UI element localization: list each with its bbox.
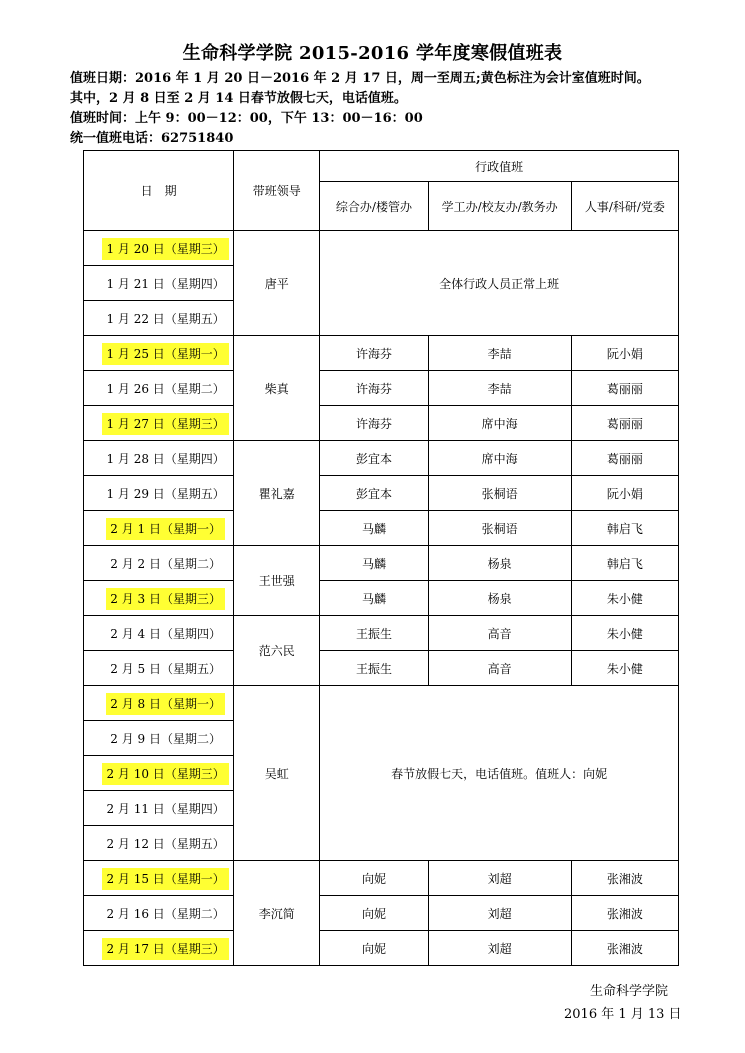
holiday-note-text: 其中，2 月 8 日至 2 月 14 日春节放假七天，电话值班。	[70, 91, 407, 106]
date-cell	[84, 861, 234, 896]
date-cell	[84, 616, 234, 651]
duty-person-col-b: 刘超	[428, 861, 571, 896]
page-title: 生命科学学院 2015-2016 学年度寒假值班表	[182, 43, 563, 64]
leader-cell: 李沉简	[234, 861, 320, 966]
date-cell	[84, 546, 234, 581]
date-cell	[84, 686, 234, 721]
duty-schedule-table	[83, 150, 679, 966]
duty-table-body	[84, 231, 679, 966]
duty-person-col-b: 刘超	[428, 931, 571, 966]
duty-person-col-c: 葛丽丽	[571, 441, 678, 476]
leader-cell: 范六民	[234, 616, 320, 686]
date-cell	[84, 756, 234, 791]
date-label: 1 月 21 日（星期四）	[106, 276, 225, 291]
date-cell	[84, 301, 234, 336]
header-date: 日 期	[84, 151, 234, 231]
duty-person-col-a: 马麟	[320, 546, 428, 581]
header-col-student-affairs: 学工办/校友办/教务办	[428, 182, 571, 231]
duty-person-col-c: 朱小健	[571, 581, 678, 616]
table-row	[84, 686, 679, 721]
leader-cell: 柴真	[234, 336, 320, 441]
date-cell	[84, 511, 234, 546]
highlighted-date-label: 2 月 1 日（星期一）	[106, 518, 225, 540]
highlighted-date-label: 1 月 20 日（星期三）	[102, 238, 228, 260]
duty-person-col-a: 王振生	[320, 616, 428, 651]
merged-duty-note: 全体行政人员正常上班	[320, 231, 679, 336]
table-row	[84, 546, 679, 581]
date-label: 2 月 12 日（星期五）	[106, 836, 225, 851]
date-label: 1 月 28 日（星期四）	[106, 451, 225, 466]
table-row	[84, 651, 679, 686]
header-col-personnel: 人事/科研/党委	[571, 182, 678, 231]
date-label: 2 月 4 日（星期四）	[110, 626, 221, 641]
date-cell	[84, 896, 234, 931]
table-row	[84, 581, 679, 616]
header-admin-duty: 行政值班	[320, 151, 679, 182]
highlighted-date-label: 2 月 8 日（星期一）	[106, 693, 225, 715]
highlighted-date-label: 2 月 15 日（星期一）	[102, 868, 228, 890]
header-col-general-office: 综合办/楼管办	[320, 182, 428, 231]
date-label: 2 月 11 日（星期四）	[106, 801, 225, 816]
duty-person-col-a: 王振生	[320, 651, 428, 686]
duty-person-col-a: 许海芬	[320, 371, 428, 406]
duty-person-col-b: 刘超	[428, 896, 571, 931]
date-cell	[84, 721, 234, 756]
duty-person-col-a: 向妮	[320, 931, 428, 966]
signature-date: 2016 年 1 月 13 日	[564, 1007, 682, 1022]
table-row	[84, 441, 679, 476]
duty-person-col-b: 杨泉	[428, 581, 571, 616]
duty-person-col-c: 韩启飞	[571, 546, 678, 581]
duty-person-col-a: 向妮	[320, 861, 428, 896]
table-row	[84, 476, 679, 511]
table-row	[84, 511, 679, 546]
duty-person-col-b: 席中海	[428, 441, 571, 476]
duty-dates-text: 值班日期：2016 年 1 月 20 日－2016 年 2 月 17 日，周一至周五;黄色标注为会计室值班时间。	[70, 71, 650, 86]
date-label: 1 月 29 日（星期五）	[106, 486, 225, 501]
table-row	[84, 371, 679, 406]
duty-person-col-c: 阮小娟	[571, 476, 678, 511]
date-cell	[84, 441, 234, 476]
duty-person-col-b: 高音	[428, 651, 571, 686]
duty-hours-text: 值班时间：上午 9：00－12：00，下午 13：00－16：00	[70, 111, 423, 126]
duty-person-col-b: 张桐语	[428, 476, 571, 511]
date-cell	[84, 406, 234, 441]
highlighted-date-label: 1 月 27 日（星期三）	[102, 413, 228, 435]
date-label: 2 月 2 日（星期二）	[110, 556, 221, 571]
date-cell	[84, 336, 234, 371]
duty-person-col-b: 李喆	[428, 371, 571, 406]
duty-person-col-b: 席中海	[428, 406, 571, 441]
duty-person-col-b: 高音	[428, 616, 571, 651]
table-row	[84, 406, 679, 441]
duty-person-col-c: 韩启飞	[571, 511, 678, 546]
highlighted-date-label: 2 月 10 日（星期三）	[102, 763, 228, 785]
duty-phone-text: 统一值班电话：62751840	[70, 131, 234, 146]
duty-person-col-c: 葛丽丽	[571, 406, 678, 441]
date-cell	[84, 371, 234, 406]
duty-person-col-a: 许海芬	[320, 336, 428, 371]
duty-person-col-c: 朱小健	[571, 651, 678, 686]
highlighted-date-label: 2 月 3 日（星期三）	[106, 588, 225, 610]
duty-person-col-a: 马麟	[320, 581, 428, 616]
date-label: 2 月 9 日（星期二）	[110, 731, 221, 746]
date-cell	[84, 826, 234, 861]
highlighted-date-label: 2 月 17 日（星期三）	[102, 938, 228, 960]
duty-person-col-a: 彭宜本	[320, 441, 428, 476]
table-row	[84, 231, 679, 266]
date-cell	[84, 266, 234, 301]
date-label: 1 月 26 日（星期二）	[106, 381, 225, 396]
signature-org: 生命科学学院	[590, 984, 669, 999]
duty-person-col-b: 杨泉	[428, 546, 571, 581]
date-label: 2 月 5 日（星期五）	[110, 661, 221, 676]
date-cell	[84, 231, 234, 266]
duty-person-col-a: 许海芬	[320, 406, 428, 441]
duty-person-col-a: 彭宜本	[320, 476, 428, 511]
merged-duty-note: 春节放假七天，电话值班。值班人：向妮	[320, 686, 679, 861]
leader-cell: 吴虹	[234, 686, 320, 861]
highlighted-date-label: 1 月 25 日（星期一）	[102, 343, 228, 365]
date-cell	[84, 651, 234, 686]
table-row	[84, 616, 679, 651]
leader-cell: 瞿礼嘉	[234, 441, 320, 546]
duty-person-col-b: 李喆	[428, 336, 571, 371]
table-row	[84, 336, 679, 371]
date-cell	[84, 791, 234, 826]
duty-person-col-b: 张桐语	[428, 511, 571, 546]
date-label: 1 月 22 日（星期五）	[106, 311, 225, 326]
duty-person-col-c: 张湘波	[571, 861, 678, 896]
header-leader: 带班领导	[234, 151, 320, 231]
date-label: 2 月 16 日（星期二）	[106, 906, 225, 921]
duty-person-col-c: 朱小健	[571, 616, 678, 651]
leader-cell: 王世强	[234, 546, 320, 616]
date-cell	[84, 581, 234, 616]
date-cell	[84, 931, 234, 966]
table-row	[84, 931, 679, 966]
table-row	[84, 861, 679, 896]
duty-person-col-a: 马麟	[320, 511, 428, 546]
leader-cell: 唐平	[234, 231, 320, 336]
duty-person-col-c: 葛丽丽	[571, 371, 678, 406]
duty-person-col-c: 阮小娟	[571, 336, 678, 371]
table-row	[84, 896, 679, 931]
duty-person-col-c: 张湘波	[571, 896, 678, 931]
duty-person-col-c: 张湘波	[571, 931, 678, 966]
duty-person-col-a: 向妮	[320, 896, 428, 931]
date-cell	[84, 476, 234, 511]
